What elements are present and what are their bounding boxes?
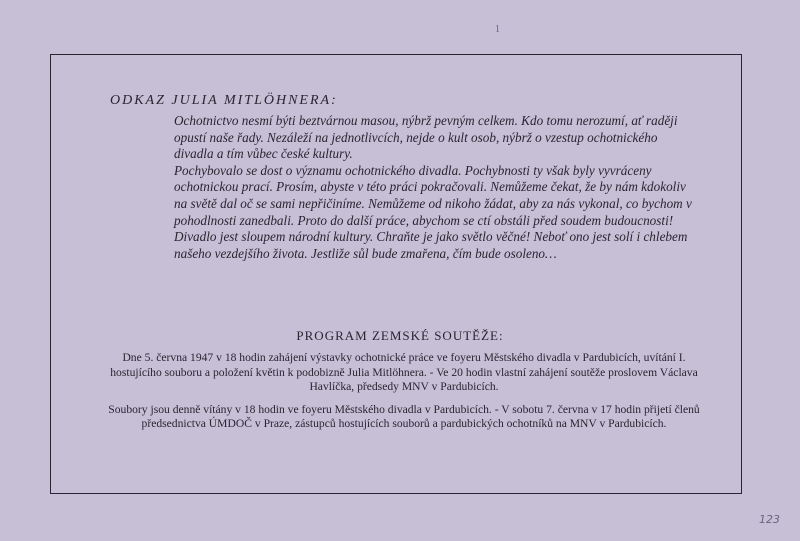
- quote-paragraph: Ochotnictvo nesmí býti beztvárnou masou, nýbrž pevným celkem. Kdo tomu nerozumí, ať raději opustí naše řady. Nezáleží na jednotlivcích, nejde o kult osob, nýbrž o vzestup ochotnického divadla a tím vůbec české kultury.: [174, 113, 678, 162]
- program-text: [104, 351, 704, 440]
- quote-paragraph: Divadlo jest sloupem národní kultury. Chraňte je jako světlo věčné! Neboť ono jest solí i chlebem našeho vezdejšího života. Jestliže sůl bude zmařena, čím bude osoleno…: [174, 229, 688, 261]
- page-tick-mark: 1: [495, 24, 500, 35]
- legacy-quote: [174, 113, 694, 262]
- program-paragraph: Dne 5. června 1947 v 18 hodin zahájení výstavky ochotnické práce ve foyeru Městského divadla v Pardubicích, uvítání I. hostujícího souboru a položení květin k podobizně Julia Mitlöhnera. - Ve 20 hodin vlastní zahájení soutěže proslovem Václava Havlíčka, předsedy MNV v Pardubicích.: [110, 351, 698, 394]
- program-paragraph: Soubory jsou denně vítány v 18 hodin ve foyeru Městského divadla v Pardubicích. - V sobotu 7. června v 17 hodin přijetí členů předsednictva ÚMDOČ v Praze, zástupců hostujících souborů a pardubických ochotníků na MNV v Pardubicích.: [108, 402, 700, 431]
- program-title: PROGRAM ZEMSKÉ SOUTĚŽE:: [296, 328, 504, 343]
- quote-paragraph: Pochybovalo se dost o významu ochotnického divadla. Pochybnosti ty však byly vyvráceny ochotnickou prací. Prosím, abyste v této práci pokračovali. Nemůžeme čekat, že by nám kdokoliv na světě dal oč se sami nepřičiníme. Nemůžeme od nikoho žádat, aby za nás vykonal, co bychom v pohodlnosti zanedbali. Proto do další práce, abychom se ctí obstáli před soudem budoucnosti!: [174, 162, 692, 228]
- pencil-page-number: 123: [759, 513, 780, 526]
- legacy-heading: ODKAZ JULIA MITLÖHNERA:: [110, 93, 338, 108]
